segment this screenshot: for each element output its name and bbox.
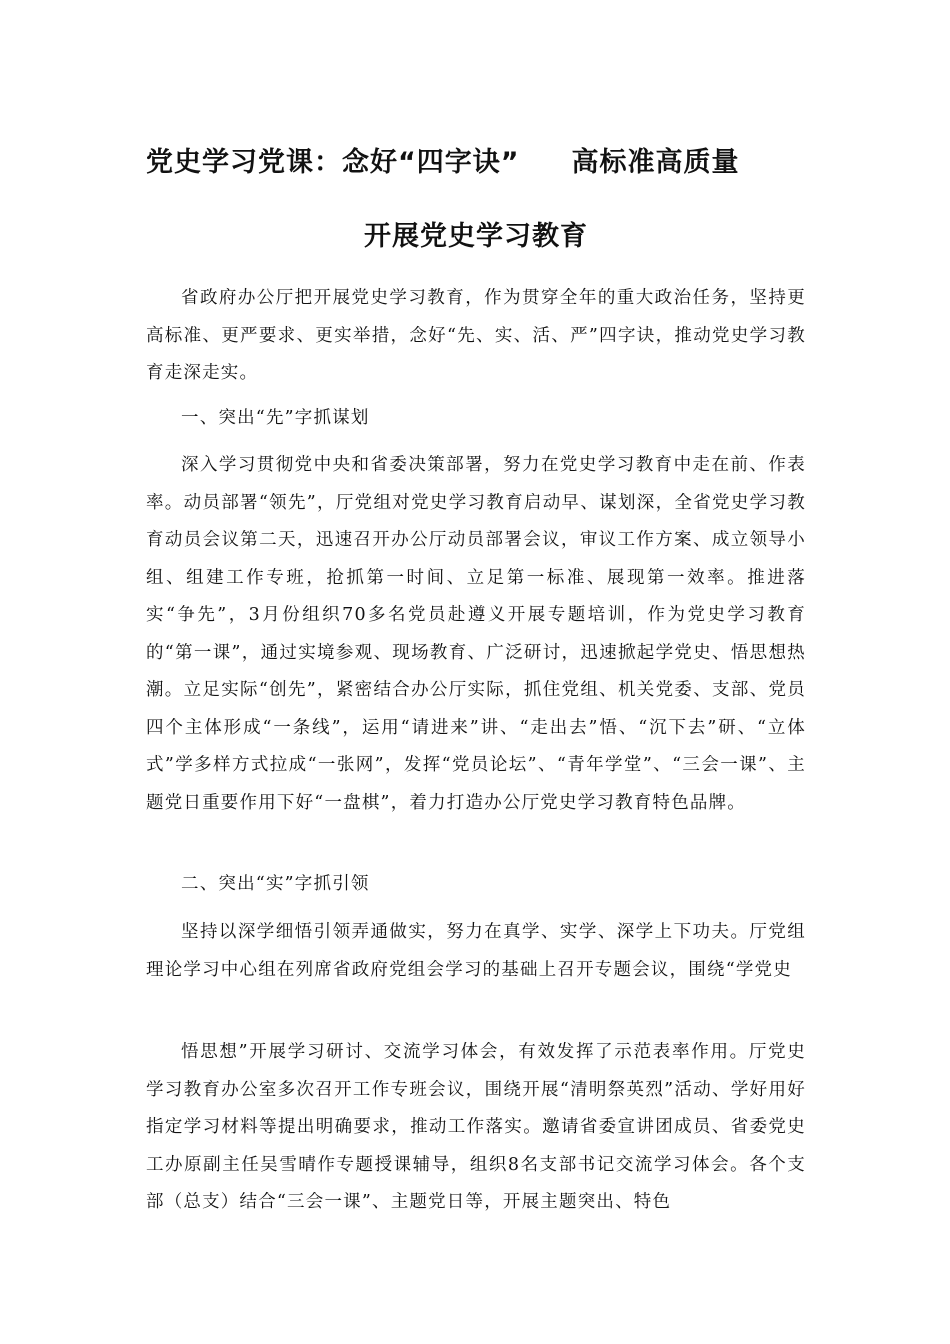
paragraph-intro: 省政府办公厅把开展党史学习教育，作为贯穿全年的重大政治任务，坚持更高标准、更严要求、更实举措，念好“先、实、活、严”四字诀，推动党史学习教育走深走实。 — [146, 288, 806, 383]
section-heading-2: 二、突出“实”字抓引领 — [181, 874, 370, 894]
paragraph-section-1: 深入学习贯彻党中央和省委决策部署，努力在党史学习教育中走在前、作表率。动员部署“领先”，厅党组对党史学习教育启动早、谋划深，全省党史学习教育动员会议第二天，迅速召开办公厅动员部署会议，审议工作方案、成立领导小组、组建工作专班，抢抓第一时间、立足第一标准、展现第一效率。推进落实“争先”，3月份组织70多名党员赴遵义开展专题培训，作为党史学习教育的“第一课”，通过实境参观、现场教育、广泛研讨，迅速掀起学党史、悟思想热潮。立足实际“创先”，紧密结合办公厅实际，抓住党组、机关党委、支部、党员四个主体形成“一条线”，运用“请进来”讲、“走出去”悟、“沉下去”研、“立体式”学多样方式拉成“一张网”，发挥“党员论坛”、“青年学堂”、“三会一课”、主题党日重要作用下好“一盘棋”，着力打造办公厅党史学习教育特色品牌。 — [146, 455, 806, 813]
document-title-line-1 — [146, 140, 806, 179]
section-heading-1: 一、突出“先”字抓谋划 — [181, 408, 370, 428]
document-title-line-2: 开展党史学习教育 — [364, 221, 588, 252]
title-part-2: 高标准高质量 — [571, 147, 740, 178]
paragraph-section-2-part-1: 坚持以深学细悟引领弄通做实，努力在真学、实学、深学上下功夫。厅党组理论学习中心组在列席省政府党组会学习的基础上召开专题会议，围绕“学党史 — [146, 922, 806, 980]
paragraph-section-2-part-2: 悟思想”开展学习研讨、交流学习体会，有效发挥了示范表率作用。厅党史学习教育办公室多次召开工作专班会议，围绕开展“清明祭英烈”活动、学好用好指定学习材料等提出明确要求，推动工作落实。邀请省委宣讲团成员、省委党史工办原副主任吴雪晴作专题授课辅导，组织8名支部书记交流学习体会。各个支部（总支）结合“三会一课”、主题党日等，开展主题突出、特色 — [146, 1042, 806, 1212]
title-part-1: 党史学习党课：念好“四字诀” — [146, 147, 520, 178]
